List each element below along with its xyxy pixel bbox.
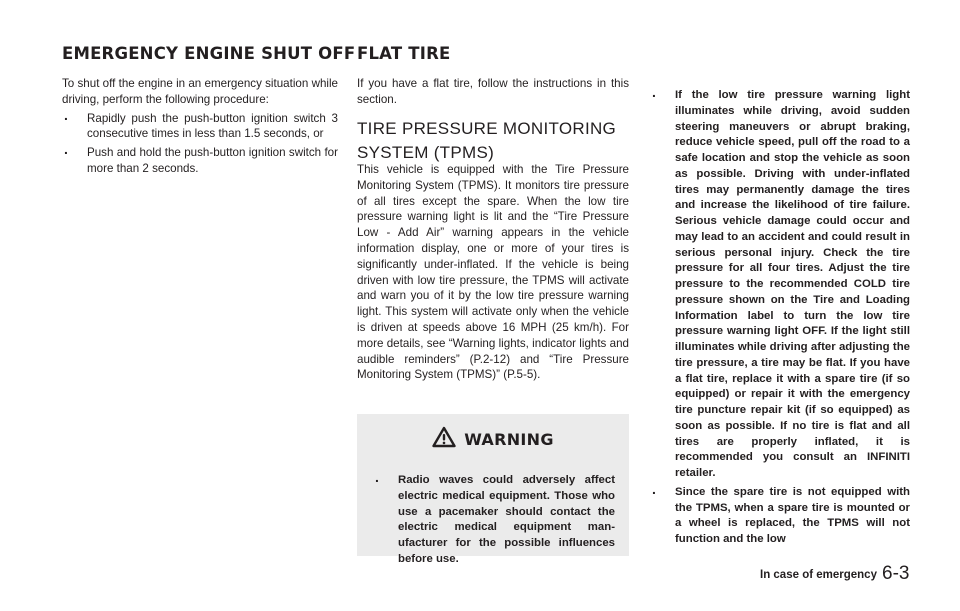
warning-triangle-icon <box>432 426 456 453</box>
list-item: . If the low tire pressure warning light illuminates while driving, avoid sudden steering maneuvers or abrupt braking, reduce vehicle speed, pull off the road to a safe location and stop the vehicle as soon as possible. Driving with under-inflated tires may permanently damage the tires and increase the likelihood of tire failure. Serious vehicle damage could occur and may lead to an accident and could result in serious personal injury. Check the tire pressure for all four tires. Adjust the tire pressure to the recommended COLD tire pressure shown on the Tire and Loading Information label to turn the low tire pressure warning light OFF. If the light still illuminates while driving after adjusting the tire pressure, a tire may be flat. If you have a flat tire, replace it with a spare tire (if so equipped) or repair it with the emergency tire puncture repair kit (if so equipped) as soon as possible. If no tire is flat and all tires are properly inflated, it is recommended you consult an INFINITI retailer. <box>650 88 910 482</box>
list-item: . Since the spare tire is not equipped with the TPMS, when a spare tire is mounted or a wheel is replaced, the TPMS will not function and the low <box>650 485 910 548</box>
page-number: 6-3 <box>882 563 910 584</box>
section-heading-emergency-shutoff: EMERGENCY ENGINE SHUT OFF <box>62 44 356 63</box>
shutoff-intro: To shut off the engine in an emergency situation while driving, perform the following procedure: <box>62 77 338 106</box>
list-item: . Radio waves could adversely affect electric medical equipment. Those who use a pacemaker should contact the electric medical equipment manufacturer for the possible influences before use. <box>373 473 615 568</box>
tpms-subheading: TIRE PRESSURE MONITORING SYSTEM (TPMS) <box>357 119 617 162</box>
warning-label: WARNING <box>464 430 554 449</box>
warning-box <box>357 414 629 565</box>
shutoff-steps-list <box>62 111 338 177</box>
tpms-description: This vehicle is equipped with the Tire Pressure Monitoring System (TPMS). It monitors tire pressure of all tires except the spare. When the low tire pressure warning light is lit and the “Tire Pressure Low - Add Air” warning appears in the vehicle information display, one or more of your tires is significantly under-inflated. If the vehicle is being driven with low tire pressure, the TPMS will activate and warn you of it by the low tire pressure warning light. This system will activate only when the vehicle is driven at speeds above 16 MPH (25 km/h). For more details, see “Warning lights, indicator lights and audible reminders” (P.2-12) and “Tire Pressure Monitoring System (TPMS)” (P.5-5). <box>357 163 629 382</box>
list-item: . Push and hold the push-button ignition switch for more than 2 seconds. <box>62 145 338 177</box>
list-item: . Rapidly push the push-button ignition switch 3 consecutive times in less than 1.5 seconds, or <box>62 111 338 143</box>
flat-tire-intro: If you have a flat tire, follow the instructions in this section. <box>357 77 629 106</box>
section-heading-flat-tire: FLAT TIRE <box>357 44 451 63</box>
footer-section-label: In case of emergency <box>760 569 877 581</box>
warning-list <box>373 470 615 568</box>
warning-title <box>357 426 629 453</box>
tpms-caution-list <box>650 88 910 548</box>
